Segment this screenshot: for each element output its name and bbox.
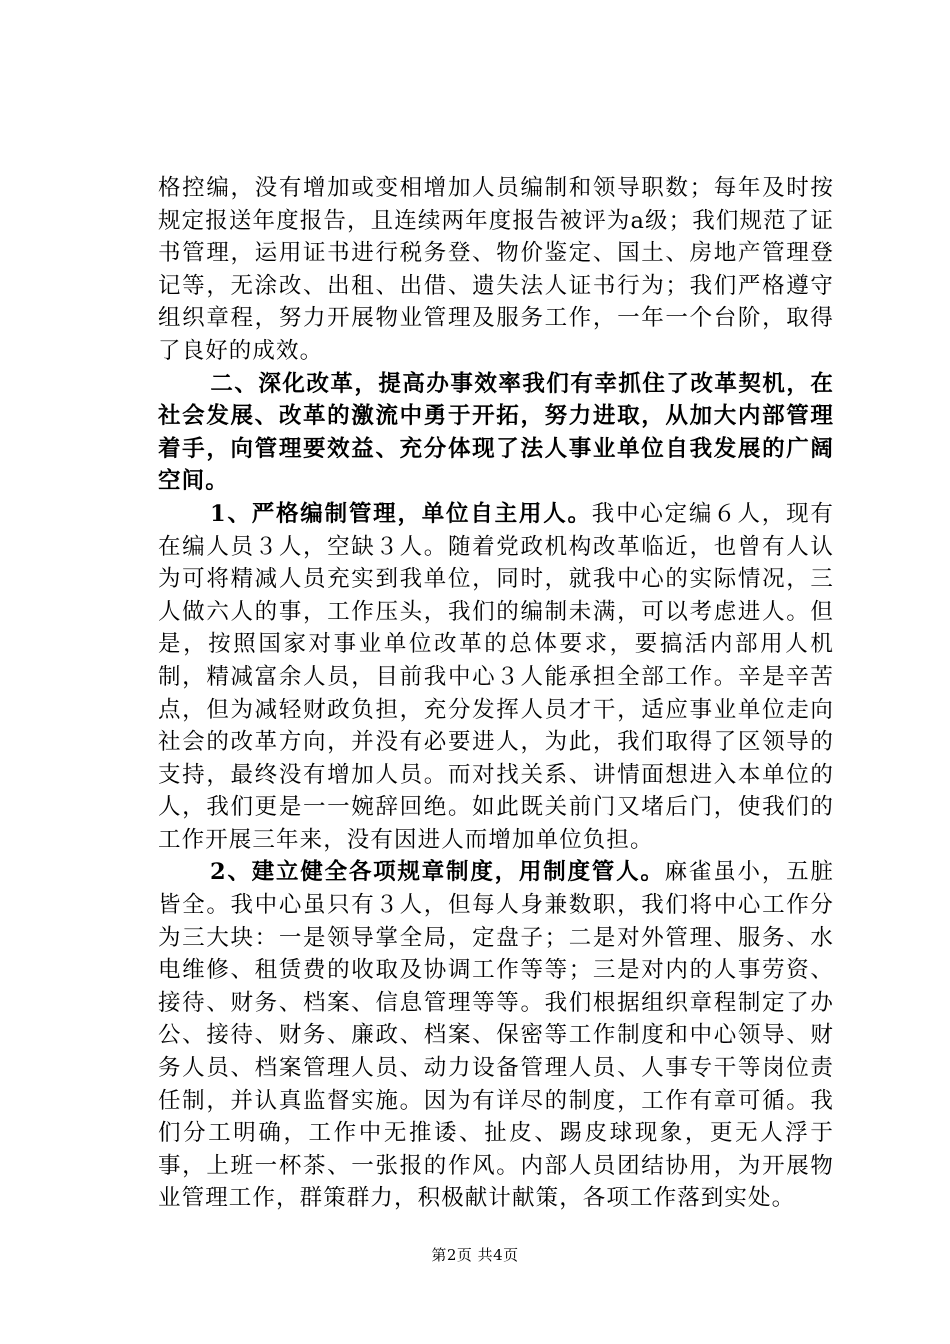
paragraph-text: 二、深化改革，提高办事效率我们有幸抓住了改革契机，在社会发展、改革的激流中勇于开拓，努力进取，从加大内部管理着手，向管理要效益、充分体现了法人事业单位自我发展的广阔空间。 [158,370,834,495]
paragraph-continuation [158,172,834,368]
paragraph-text: 我中心定编６人，现有在编人员３人，空缺３人。随着党政机构改革临近，也曾有人认为可将精减人员充实到我单位，同时，就我中心的实际情况，三人做六人的事，工作压头，我们的编制未满，可以考虑进人。但是，按照国家对事业单位改革的总体要求，要搞活内部用人机制，精减富余人员，目前我中心３人能承担全部工作。辛是辛苦点，但为减轻财政负担，充分发挥人员才干，适应事业单位走向社会的改革方向，并没有必要进人，为此，我们取得了区领导的支持，最终没有增加人员。而对找关系、讲情面想进入本单位的人，我们更是一一婉辞回绝。如此既关前门又堵后门，使我们的工作开展三年来，没有因进人而增加单位负担。 [158,500,834,853]
paragraph-item-two [158,856,834,1215]
paragraph-lead: 1、严格编制管理，单位自主用人。 [210,500,592,527]
paragraph-item-one [158,498,834,857]
page-number: 第2页 共4页 [431,1246,519,1264]
paragraph-lead: 2、建立健全各项规章制度，用制度管人。 [210,859,665,886]
document-body [158,172,834,1215]
section-heading-two [158,368,834,498]
paragraph-text: 麻雀虽小，五脏皆全。我中心虽只有３人，但每人身兼数职，我们将中心工作分为三大块：一是领导掌全局，定盘子；二是对外管理、服务、水电维修、租赁费的收取及协调工作等等；三是对内的人事劳资、接待、财务、档案、信息管理等等。我们根据组织章程制定了办公、接待、财务、廉政、档案、保密等工作制度和中心领导、财务人员、档案管理人员、动力设备管理人员、人事专干等岗位责任制，并认真监督实施。因为有详尽的制度，工作有章可循。我们分工明确，工作中无推诿、扯皮、踢皮球现象，更无人浮于事，上班一杯茶、一张报的作风。内部人员团结协用，为开展物业管理工作，群策群力，积极献计献策，各项工作落到实处。 [158,859,834,1212]
page-footer [0,1245,950,1265]
paragraph-text: 格控编，没有增加或变相增加人员编制和领导职数；每年及时按规定报送年度报告，且连续两年度报告被评为a级；我们规范了证书管理，运用证书进行税务登、物价鉴定、国土、房地产管理登记等，无涂改、出租、出借、遗失法人证书行为；我们严格遵守组织章程，努力开展物业管理及服务工作，一年一个台阶，取得了良好的成效。 [158,175,834,364]
